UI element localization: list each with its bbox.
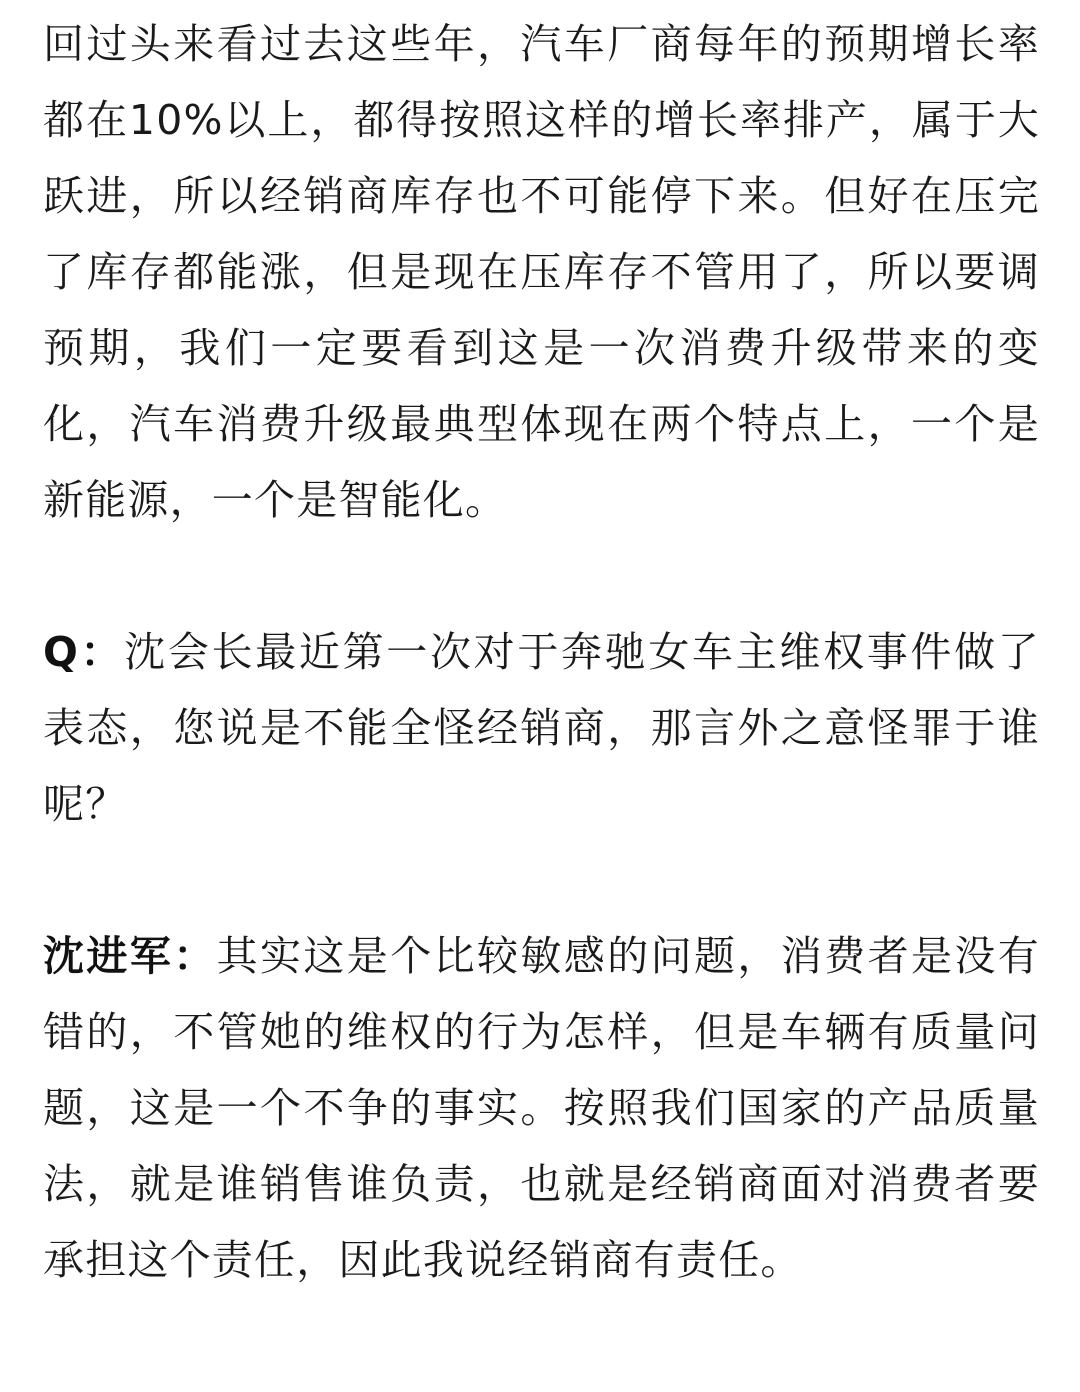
answer-speaker-label: 沈进军： bbox=[43, 932, 217, 980]
question-paragraph bbox=[43, 614, 1040, 842]
paragraph-text: 回过头来看过去这些年，汽车厂商每年的预期增长率都在10%以上，都得按照这样的增长率排产，属于大跃进，所以经销商库存也不可能停下来。但好在压完了库存都能涨，但是现在压库存不管用了，所以要调预期，我们一定要看到这是一次消费升级带来的变化，汽车消费升级最典型体现在两个特点上，一个是新能源，一个是智能化。 bbox=[43, 20, 1040, 524]
question-speaker-label: Q： bbox=[43, 628, 125, 676]
paragraph-spacer bbox=[43, 538, 1040, 614]
answer-paragraph bbox=[43, 918, 1040, 1298]
paragraph-context bbox=[43, 6, 1040, 538]
paragraph-spacer bbox=[43, 842, 1040, 918]
answer-text: 其实这是个比较敏感的问题，消费者是没有错的，不管她的维权的行为怎样，但是车辆有质量问题，这是一个不争的事实。按照我们国家的产品质量法，就是谁销售谁负责，也就是经销商面对消费者要承担这个责任，因此我说经销商有责任。 bbox=[43, 932, 1040, 1284]
question-text: 沈会长最近第一次对于奔驰女车主维权事件做了表态，您说是不能全怪经销商，那言外之意怪罪于谁呢？ bbox=[43, 628, 1040, 828]
